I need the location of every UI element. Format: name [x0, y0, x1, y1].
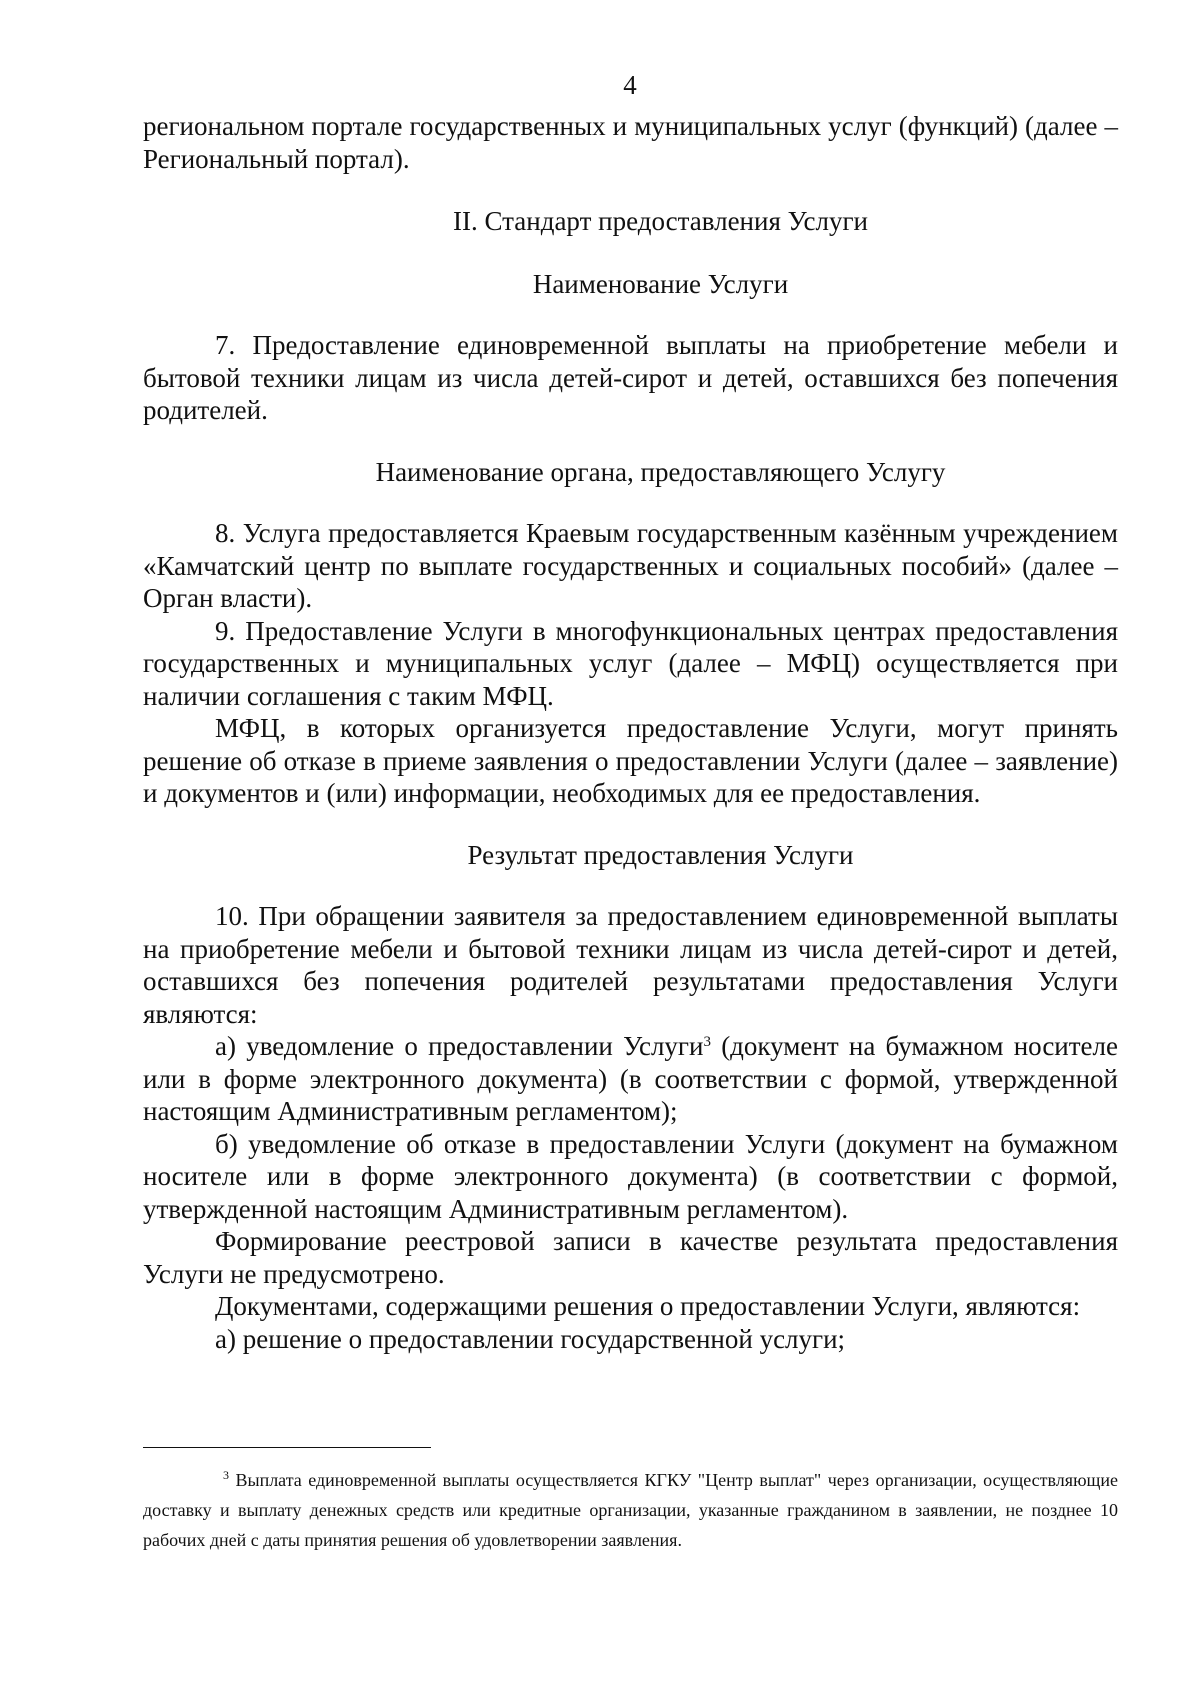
- footnote-reference: 3: [703, 1034, 711, 1050]
- footnote-mark: 3: [223, 1468, 229, 1482]
- document-item-a: а) решение о предоставлении государственной услуги;: [215, 1323, 846, 1354]
- footnote-separator: [143, 1447, 431, 1448]
- item-a-text-end: (документ на бумажном носителе или в форме электронного документа) (в соответствии с формой, утвержденной настоящим Административным регламентом);: [143, 1031, 1118, 1126]
- footnote-text: Выплата единовременной выплаты осуществляется КГКУ "Центр выплат" через организации, осуществляющие доставку и выплату денежных средств или кредитные организации, указанные гражданином в заявлении, не позднее 10 рабочих дней с даты принятия решения об удовлетворении заявления.: [143, 1470, 1118, 1550]
- page-number: 4: [623, 70, 637, 100]
- paragraph-9-mfc: МФЦ, в которых организуется предоставление Услуги, могут принять решение об отказе в приеме заявления о предоставлении Услуги (далее – заявление) и документов и (или) информации, необходимых для ее предоставления.: [143, 713, 1118, 808]
- item-a: [143, 1030, 1118, 1128]
- footnote-area: [143, 1465, 1118, 1555]
- document-body: [143, 110, 1118, 1355]
- heading-result: Результат предоставления Услуги: [467, 839, 854, 870]
- heading-service-name: Наименование Услуги: [532, 268, 789, 299]
- item-a-text: а) уведомление о предоставлении Услуги: [215, 1031, 704, 1061]
- registry-paragraph: Формирование реестровой записи в качестве результата предоставления Услуги не предусмотрено.: [143, 1226, 1118, 1289]
- section-title: II. Стандарт предоставления Услуги: [453, 206, 868, 236]
- paragraph-10: 10. При обращении заявителя за предоставлением единовременной выплаты на приобретение мебели и бытовой техники лицам из числа детей-сирот и детей, оставшихся без попечения родителей результатами предоставления Услуги являются:: [143, 901, 1118, 1029]
- intro-paragraph: региональном портале государственных и муниципальных услуг (функций) (далее – Региональный портал).: [143, 111, 1118, 174]
- paragraph-9: 9. Предоставление Услуги в многофункциональных центрах предоставления государственных и муниципальных услуг (далее – МФЦ) осуществляется при наличии соглашения с таким МФЦ.: [143, 615, 1118, 711]
- footnote-3: [143, 1465, 1118, 1555]
- documents-paragraph: Документами, содержащими решения о предоставлении Услуги, являются:: [215, 1291, 1081, 1321]
- paragraph-7: 7. Предоставление единовременной выплаты на приобретение мебели и бытовой техники лицам из числа детей-сирот и детей, оставшихся без попечения родителей.: [143, 330, 1118, 425]
- item-b: б) уведомление об отказе в предоставлении Услуги (документ на бумажном носителе или в форме электронного документа) (в соответствии с формой, утвержденной настоящим Административным регламентом).: [143, 1128, 1118, 1224]
- heading-organ: Наименование органа, предоставляющего Услугу: [375, 456, 946, 487]
- paragraph-8: 8. Услуга предоставляется Краевым государственным казённым учреждением «Камчатский центр по выплате государственных и социальных пособий» (далее – Орган власти).: [143, 518, 1118, 613]
